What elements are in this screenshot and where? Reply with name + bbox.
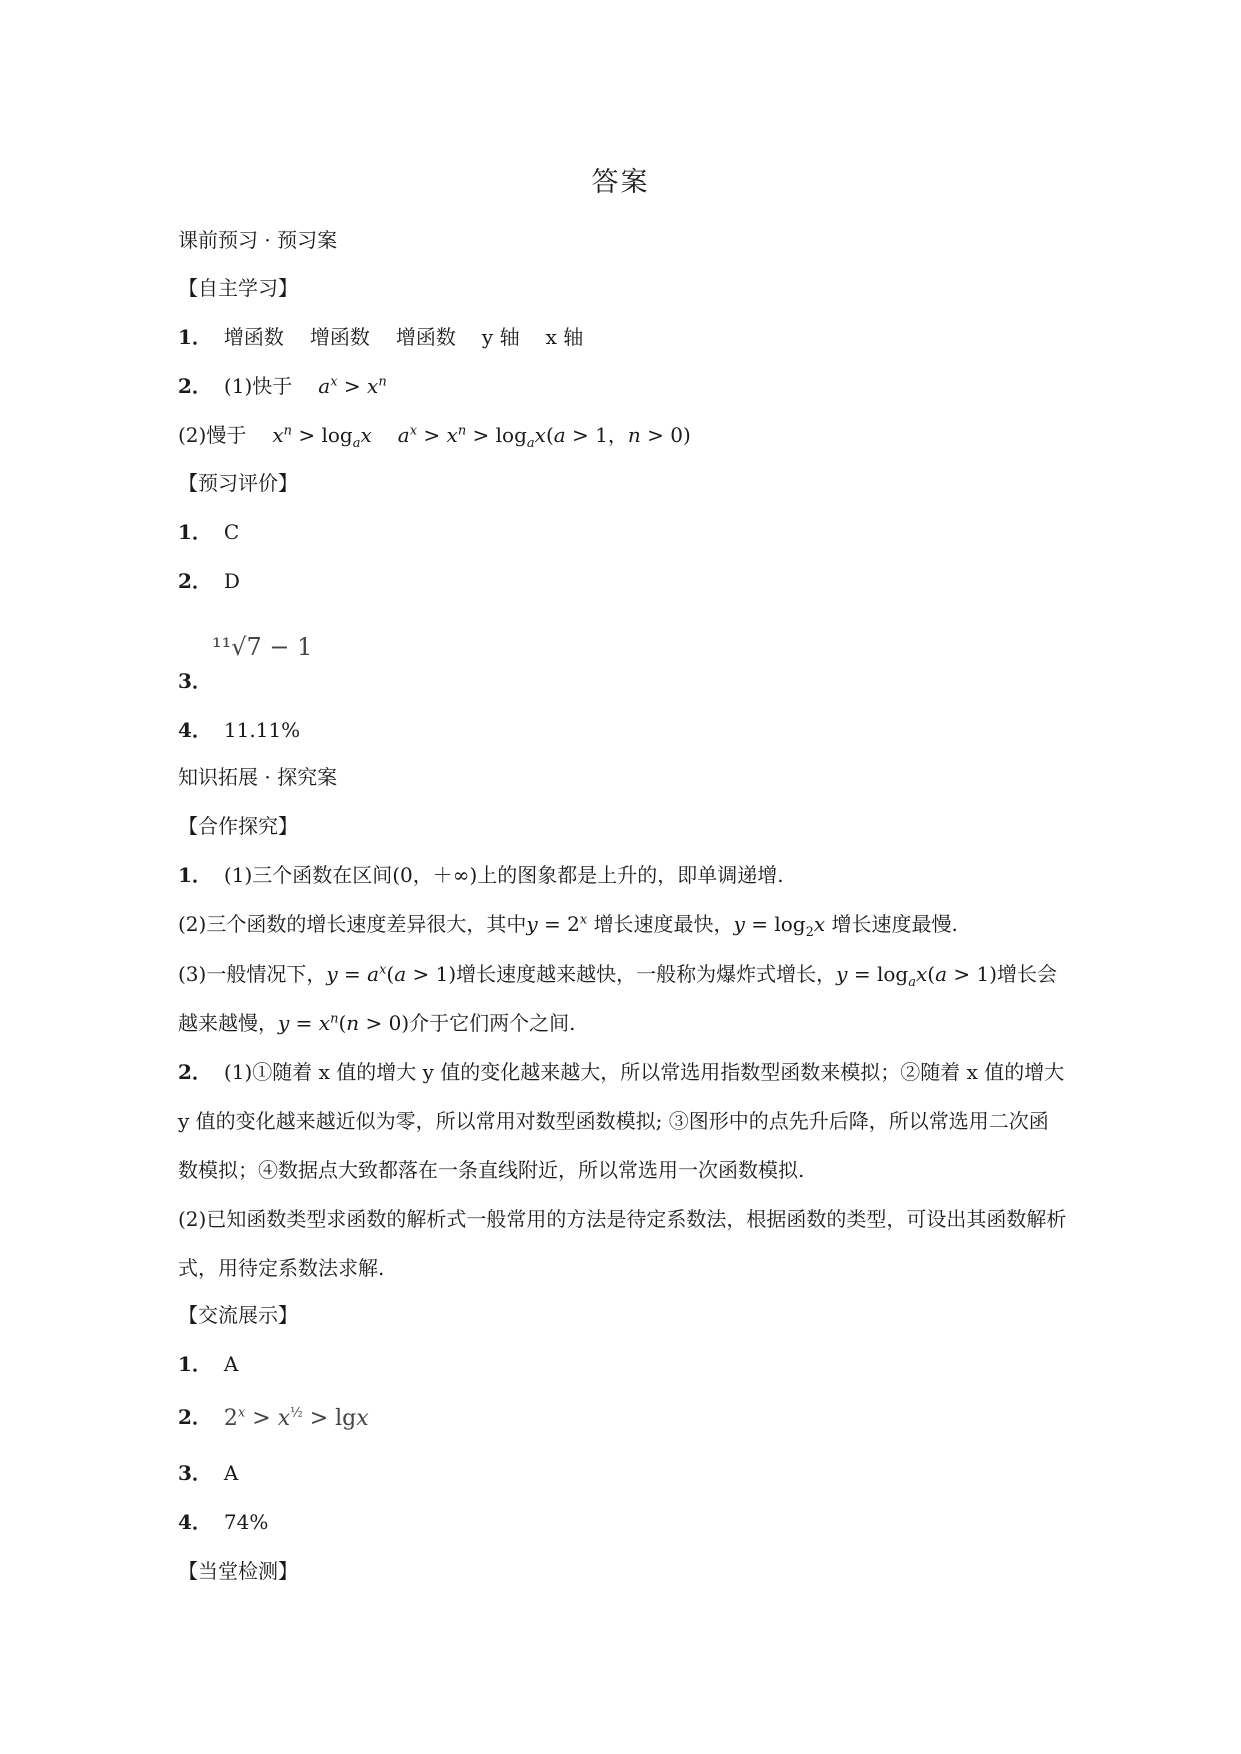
yuxi-answer-1: 1． C — [178, 520, 240, 544]
heading-dangtang: 【当堂检测】 — [178, 1559, 298, 1583]
zizhu-answer-2-part1: 2． (1)快于 $a^x > x^n$ — [178, 374, 387, 398]
yuxi-answer-2: 2． D — [178, 569, 240, 593]
formula: $a^x$ — [318, 374, 338, 398]
yuxi-answer-3-number: 3． — [178, 669, 212, 693]
answer-number: 1． — [178, 325, 212, 349]
zizhu-answer-1 — [178, 322, 1068, 352]
answer-blank: 增函数 — [395, 325, 456, 349]
hezuo-answer-2-part1: 2． (1)①随着 x 值的增大 y 值的变化越来越大，所以常选用指数型函数来模拟；②随着 x 值的增大 y 值的变化越来越近似为零，所以常用对数型函数模拟; ③图形中的点先升后降，所以常选用二次函数模拟；④数据点大致都落在一条直线附近，所以常选用一次函数模拟. — [178, 1060, 1065, 1182]
heading-jiaoliu: 【交流展示】 — [178, 1303, 298, 1327]
heading-hezuo: 【合作探究】 — [178, 814, 298, 838]
jiaoliu-answer-1: 1． A — [178, 1352, 239, 1376]
answer-blank: x 轴 — [545, 325, 584, 349]
hezuo-answer-1-part2: (2)三个函数的增长速度差异很大，其中$y = 2^x$ 增长速度最快，$y = \log_2x$ 增长速度最慢. — [178, 912, 958, 940]
answer-blank: 增函数 — [309, 325, 370, 349]
heading-zizhu: 【自主学习】 — [178, 276, 298, 300]
section-heading-preview: 课前预习 · 预习案 — [178, 228, 338, 252]
jiaoliu-answer-2: 2． $2^x > x^{\frac{1}{2}} > \lg x$ — [178, 1402, 1068, 1434]
yuxi-answer-4: 4． 11.11% — [178, 718, 301, 742]
answer-blank: y 轴 — [481, 325, 520, 349]
zizhu-answer-2-part2: (2)慢于 $x^n > \log_ax$ $a^x > x^n > \log_ax(a > 1$，n > 0) — [178, 423, 691, 451]
answer-text: (1)快于 — [223, 374, 293, 398]
page-title: 答案 — [591, 167, 650, 198]
formula: $x^n$ — [272, 423, 292, 447]
hezuo-answer-1-part1: 1． (1)三个函数在区间(0，＋∞)上的图象都是上升的，即单调递增. — [178, 863, 784, 887]
answer-text: (2)慢于 — [178, 423, 247, 447]
hezuo-answer-2-part2: (2)已知函数类型求函数的解析式一般常用的方法是待定系数法，根据函数的类型，可设出其函数解析式，用待定系数法求解. — [178, 1207, 1067, 1280]
jiaoliu-answer-3: 3． A — [178, 1461, 239, 1485]
formula-image-root: ¹¹√7 − 1 — [212, 633, 313, 661]
formula-image-compare: $2^x > x^{\frac{1}{2}} > \lg x$ — [223, 1405, 369, 1431]
answer-blank: 增函数 — [223, 325, 284, 349]
hezuo-answer-1-part3: (3)一般情况下，$y = a^x(a > 1)$增长速度越来越快，一般称为爆炸式增长，$y = \log_ax(a > 1)$增长会 越来越慢，$y = x^n(n > 0)$介于它们两个之间. — [178, 962, 1057, 1035]
answer-number: 2． — [178, 374, 212, 398]
section-heading-explore: 知识拓展 · 探究案 — [178, 765, 338, 789]
jiaoliu-answer-4: 4． 74% — [178, 1510, 269, 1534]
heading-yuxi: 【预习评价】 — [178, 471, 298, 495]
